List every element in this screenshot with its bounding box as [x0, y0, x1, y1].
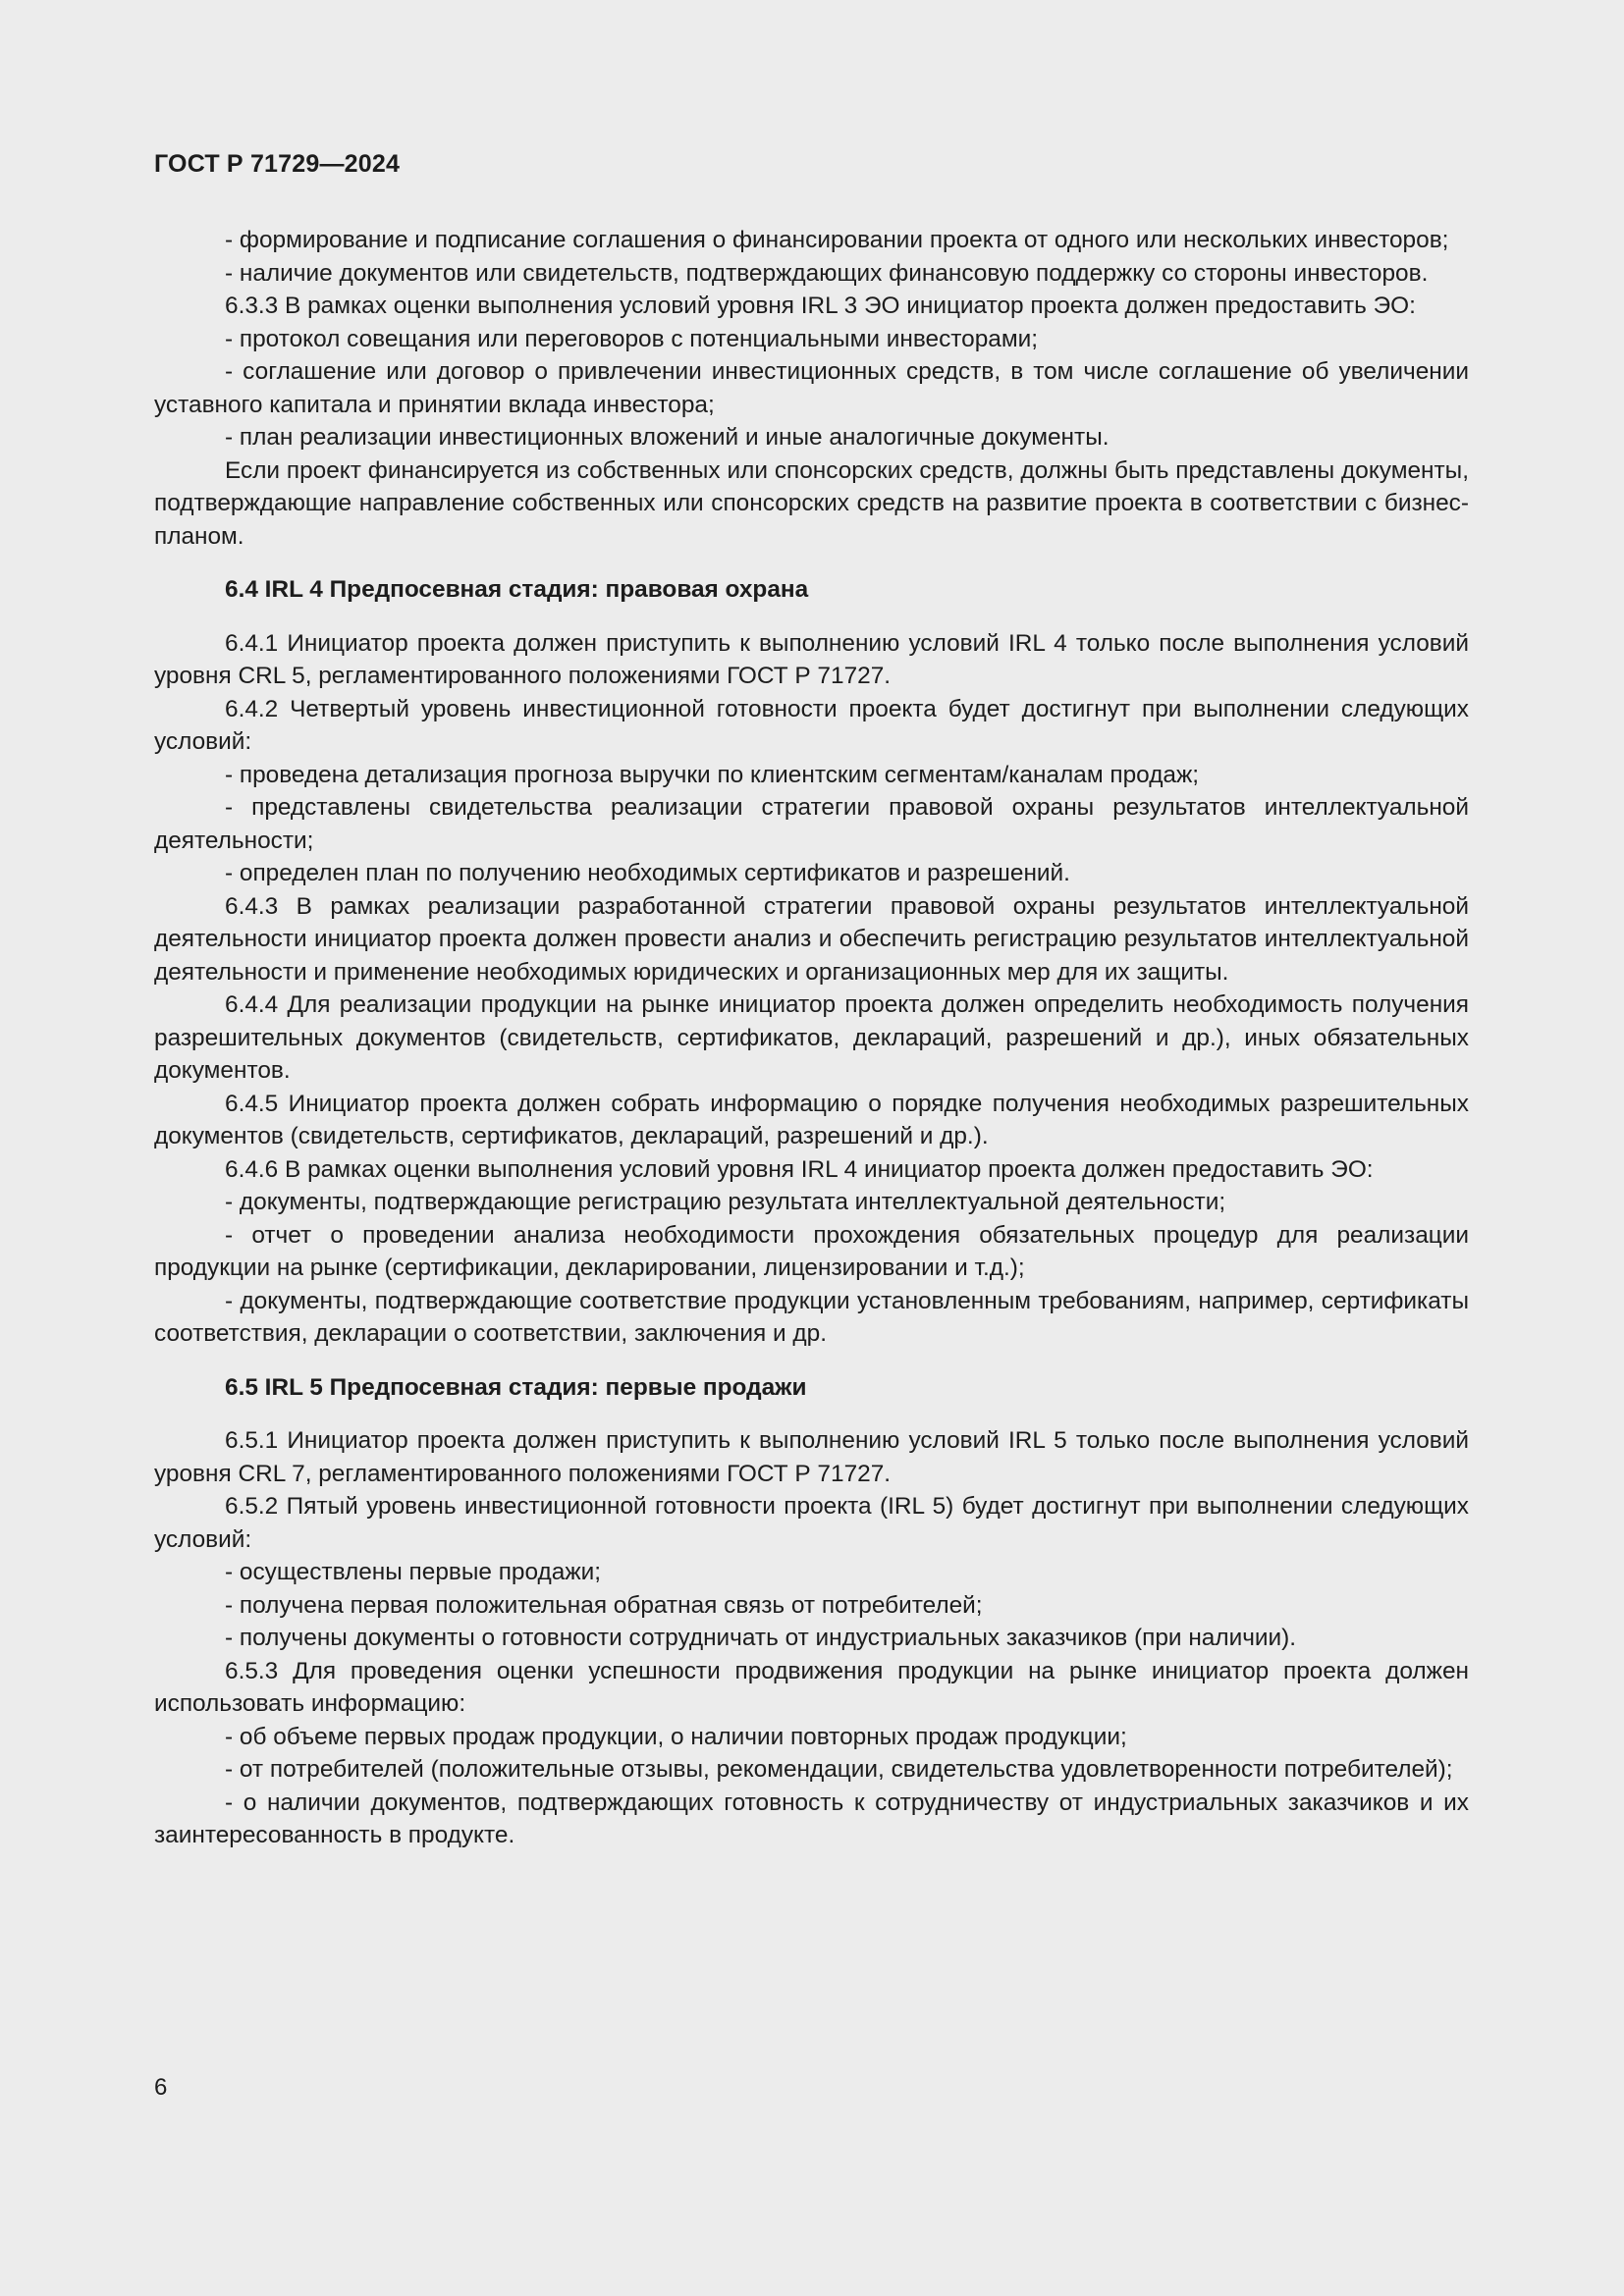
paragraph: - определен план по получению необходимых сертификатов и разрешений.: [225, 860, 1070, 886]
paragraph: 6.4.1 Инициатор проекта должен приступить к выполнению условий IRL 4 только после выполнения условий уровня CRL 5, регламентированного положениями ГОСТ Р 71727.: [154, 629, 1469, 689]
paragraph: - осуществлены первые продажи;: [225, 1559, 602, 1585]
paragraph: 6.5.3 Для проведения оценки успешности продвижения продукции на рынке инициатор проекта должен использовать информацию:: [154, 1657, 1469, 1717]
paragraph: - получены документы о готовности сотрудничать от индустриальных заказчиков (при наличии).: [225, 1625, 1297, 1651]
paragraph: 6.4.6 В рамках оценки выполнения условий уровня IRL 4 инициатор проекта должен предоставить ЭО:: [225, 1155, 1374, 1183]
paragraph: 6.4.5 Инициатор проекта должен собрать информацию о порядке получения необходимых разрешительных документов (свидетельств, сертификатов, деклараций, разрешений и др.).: [154, 1090, 1469, 1149]
page-number: 6: [154, 2074, 168, 2101]
paragraph: - получена первая положительная обратная связь от потребителей;: [225, 1591, 983, 1619]
paragraph: - об объеме первых продаж продукции, о наличии повторных продаж продукции;: [225, 1723, 1127, 1750]
paragraph: 6.4.3 В рамках реализации разработанной стратегии правовой охраны результатов интеллектуальной деятельности инициатор проекта должен провести анализ и обеспечить регистрацию результатов интеллектуальной деятельности и применение необходимых юридических и организационных мер для их защиты.: [154, 892, 1469, 986]
paragraph: - документы, подтверждающие регистрацию результата интеллектуальной деятельности;: [225, 1189, 1226, 1215]
section-heading-6-4: 6.4 IRL 4 Предпосевная стадия: правовая охрана: [225, 576, 809, 603]
paragraph: - представлены свидетельства реализации стратегии правовой охраны результатов интеллектуальной деятельности;: [154, 794, 1469, 854]
paragraph: 6.4.4 Для реализации продукции на рынке инициатор проекта должен определить необходимость получения разрешительных документов (свидетельств, сертификатов, деклараций, разрешений и др.), иных обязательных документов.: [154, 991, 1469, 1084]
paragraph: 6.5.1 Инициатор проекта должен приступить к выполнению условий IRL 5 только после выполнения условий уровня CRL 7, регламентированного положениями ГОСТ Р 71727.: [154, 1427, 1469, 1487]
paragraph: - о наличии документов, подтверждающих готовность к сотрудничеству от индустриальных заказчиков и их заинтересованность в продукте.: [154, 1789, 1469, 1848]
paragraph: - наличие документов или свидетельств, подтверждающих финансовую поддержку со стороны инвесторов.: [225, 259, 1429, 287]
section-heading-6-5: 6.5 IRL 5 Предпосевная стадия: первые продажи: [225, 1373, 807, 1401]
document-body: [154, 224, 1469, 1852]
paragraph: 6.3.3 В рамках оценки выполнения условий уровня IRL 3 ЭО инициатор проекта должен предоставить ЭО:: [225, 293, 1416, 319]
paragraph: 6.4.2 Четвертый уровень инвестиционной готовности проекта будет достигнут при выполнении следующих условий:: [154, 695, 1469, 755]
paragraph: - проведена детализация прогноза выручки по клиентским сегментам/каналам продаж;: [225, 761, 1200, 788]
paragraph: 6.5.2 Пятый уровень инвестиционной готовности проекта (IRL 5) будет достигнут при выполнении следующих условий:: [154, 1493, 1469, 1553]
paragraph: - отчет о проведении анализа необходимости прохождения обязательных процедур для реализации продукции на рынке (сертификации, декларировании, лицензировании и т.д.);: [154, 1221, 1469, 1281]
document-code-header: ГОСТ Р 71729—2024: [154, 150, 401, 178]
paragraph: - формирование и подписание соглашения о финансировании проекта от одного или нескольких инвесторов;: [225, 227, 1449, 253]
paragraph: - план реализации инвестиционных вложений и иные аналогичные документы.: [225, 424, 1110, 451]
paragraph: - протокол совещания или переговоров с потенциальными инвесторами;: [225, 325, 1039, 352]
paragraph: Если проект финансируется из собственных или спонсорских средств, должны быть представлены документы, подтверждающие направление собственных или спонсорских средств на развитие проекта в соответствии с бизнес-планом.: [154, 456, 1469, 550]
paragraph: - от потребителей (положительные отзывы, рекомендации, свидетельства удовлетворенности потребителей);: [225, 1756, 1453, 1783]
paragraph: - соглашение или договор о привлечении инвестиционных средств, в том числе соглашение об увеличении уставного капитала и принятии вклада инвестора;: [154, 358, 1469, 418]
paragraph: - документы, подтверждающие соответствие продукции установленным требованиям, например, сертификаты соответствия, декларации о соответствии, заключения и др.: [154, 1287, 1469, 1347]
